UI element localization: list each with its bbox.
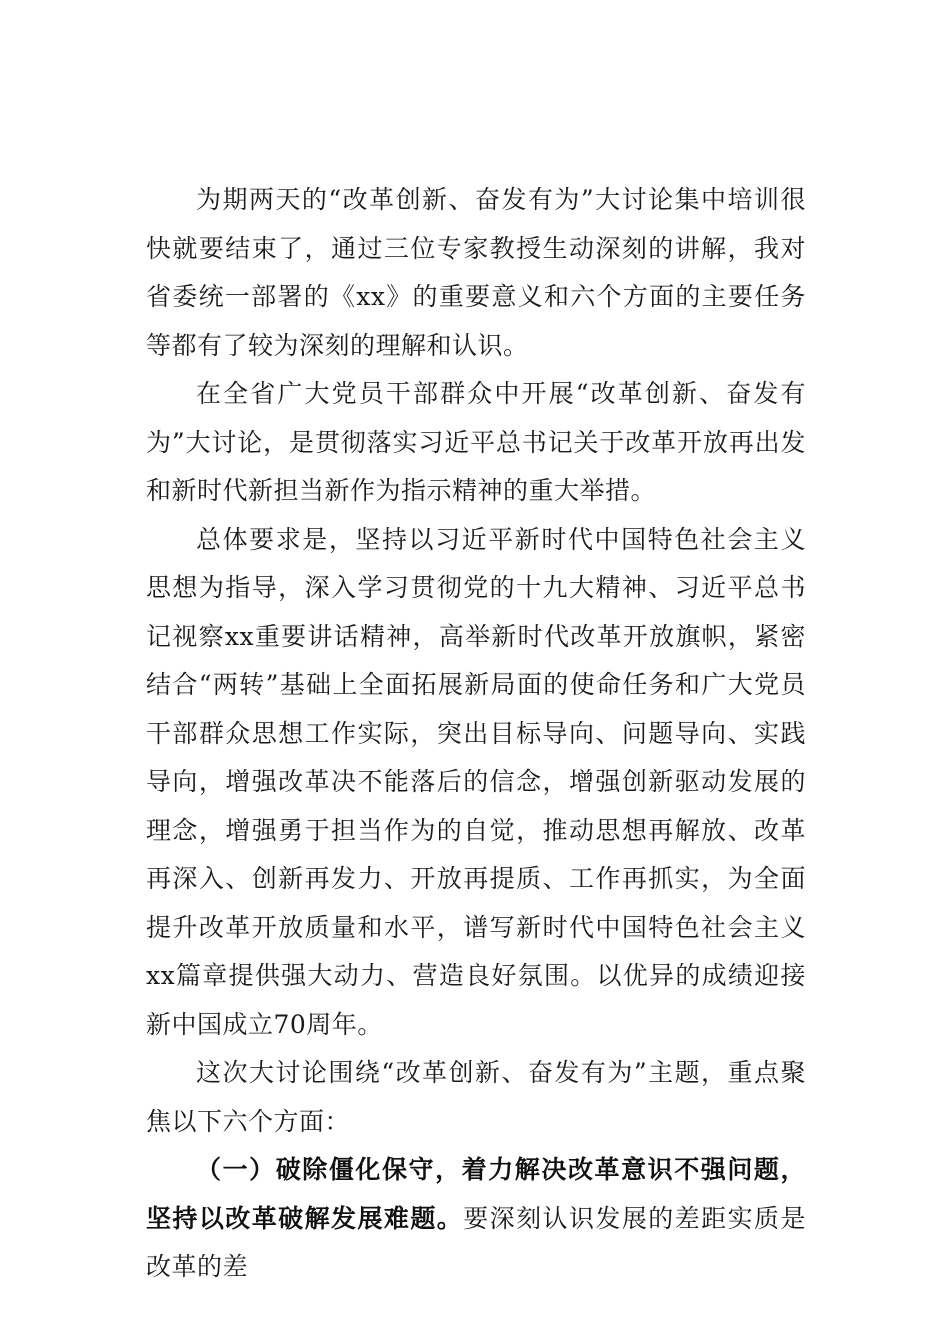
aspect-one-text: 要深刻认识发展的差距实质是改革的差 [146,1203,806,1281]
document-body [146,176,806,1292]
paragraph-six-aspects: 这次大讨论围绕“改革创新、奋发有为”主题，重点聚焦以下六个方面： [146,1058,806,1136]
paragraph-overall-requirements: 总体要求是，坚持以习近平新时代中国特色社会主义思想为指导，深入学习贯彻党的十九大精神、习近平总书记视察xx重要讲话精神，高举新时代改革开放旗帜，紧密结合“两转”基础上全面拓展新局面的使命任务和广大党员干部群众思想工作实际，突出目标导向、问题导向、实践导向，增强改革决不能落后的信念，增强创新驱动发展的理念，增强勇于担当作为的自觉，推动思想再解放、改革再深入、创新再发力、开放再提质、工作再抓实，为全面提升改革开放质量和水平，谱写新时代中国特色社会主义xx篇章提供强大动力、营造良好氛围。以优异的成绩迎接新中国成立70周年。 [146,524,806,1039]
aspect-one-heading: （一）破除僵化保守，着力解决改革意识不强问题，坚持以改革破解发展难题。 [146,1155,806,1233]
paragraph-significance: 在全省广大党员干部群众中开展“改革创新、奋发有为”大讨论，是贯彻落实习近平总书记关于改革开放再出发和新时代新担当新作为指示精神的重大举措。 [146,379,806,505]
paragraph-aspect-one [146,1146,806,1292]
paragraph-intro: 为期两天的“改革创新、奋发有为”大讨论集中培训很快就要结束了，通过三位专家教授生动深刻的讲解，我对省委统一部署的《xx》的重要意义和六个方面的主要任务等都有了较为深刻的理解和认识。 [146,185,806,360]
